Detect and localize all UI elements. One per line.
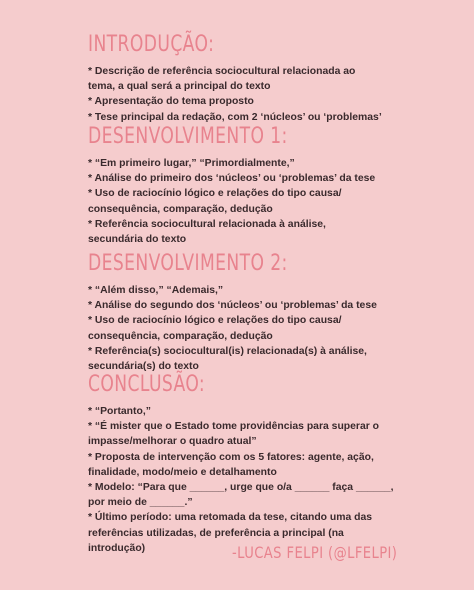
section-lines [88, 156, 468, 247]
text-line: * Análise do primeiro dos ‘núcleos’ ou ‘problemas’ da tese [88, 173, 376, 185]
text-line: por meio de ______.” [88, 497, 193, 509]
section-desenvolvimento-2 [88, 251, 468, 374]
text-line: tema, a qual será a principal do texto [88, 81, 271, 93]
text-line: * Uso de raciocínio lógico e relações do tipo causa/ [88, 188, 342, 200]
text-line: finalidade, modo/meio e detalhamento [88, 466, 277, 478]
section-lines [88, 64, 468, 125]
section-heading: DESENVOLVIMENTO 2: [88, 251, 288, 276]
section-introducao [88, 32, 468, 125]
text-line: * “Em primeiro lugar,” “Primordialmente,” [88, 158, 295, 169]
text-line: impasse/melhorar o quadro atual” [88, 436, 257, 448]
text-line: * Uso de raciocínio lógico e relações do tipo causa/ [88, 315, 342, 327]
section-lines [88, 404, 468, 556]
text-line: * Referência(s) sociocultural(is) relacionada(s) à análise, [88, 345, 367, 357]
text-line: * Referência sociocultural relacionada à análise, [88, 218, 326, 230]
text-line: * Proposta de intervenção com os 5 fatores: agente, ação, [88, 451, 374, 463]
text-line: consequência, comparação, dedução [88, 203, 273, 215]
section-conclusao [88, 372, 468, 556]
section-heading: CONCLUSÃO: [88, 372, 206, 397]
text-line: * Modelo: “Para que ______, urge que o/a ______ faça ______, [88, 482, 394, 494]
text-line: * Descrição de referência sociocultural relacionada ao [88, 66, 356, 77]
text-line: * Último período: uma retomada da tese, citando uma das [88, 512, 373, 524]
author-signature: -LUCAS FELPI (@LFELPI) [232, 543, 398, 562]
text-line: * “Além disso,” “Ademais,” [88, 285, 224, 296]
text-line: secundária do texto [88, 234, 187, 246]
text-line: * “Portanto,” [88, 406, 151, 417]
text-line: * “É mister que o Estado tome providências para superar o [88, 421, 380, 433]
text-line: * Análise do segundo dos ‘núcleos’ ou ‘problemas’ da tese [88, 300, 377, 312]
section-heading: INTRODUÇÃO: [88, 32, 215, 57]
text-line: * Tese principal da redação, com 2 ‘núcleos’ ou ‘problemas’ [88, 111, 382, 123]
text-line: secundária(s) do texto [88, 361, 199, 373]
text-line: introdução) [88, 542, 146, 554]
text-line: consequência, comparação, dedução [88, 330, 273, 342]
text-line: referências utilizadas, de preferência a principal (na [88, 527, 344, 539]
section-heading: DESENVOLVIMENTO 1: [88, 124, 288, 149]
text-line: * Apresentação do tema proposto [88, 96, 254, 108]
section-desenvolvimento-1 [88, 124, 468, 247]
section-lines [88, 283, 468, 374]
